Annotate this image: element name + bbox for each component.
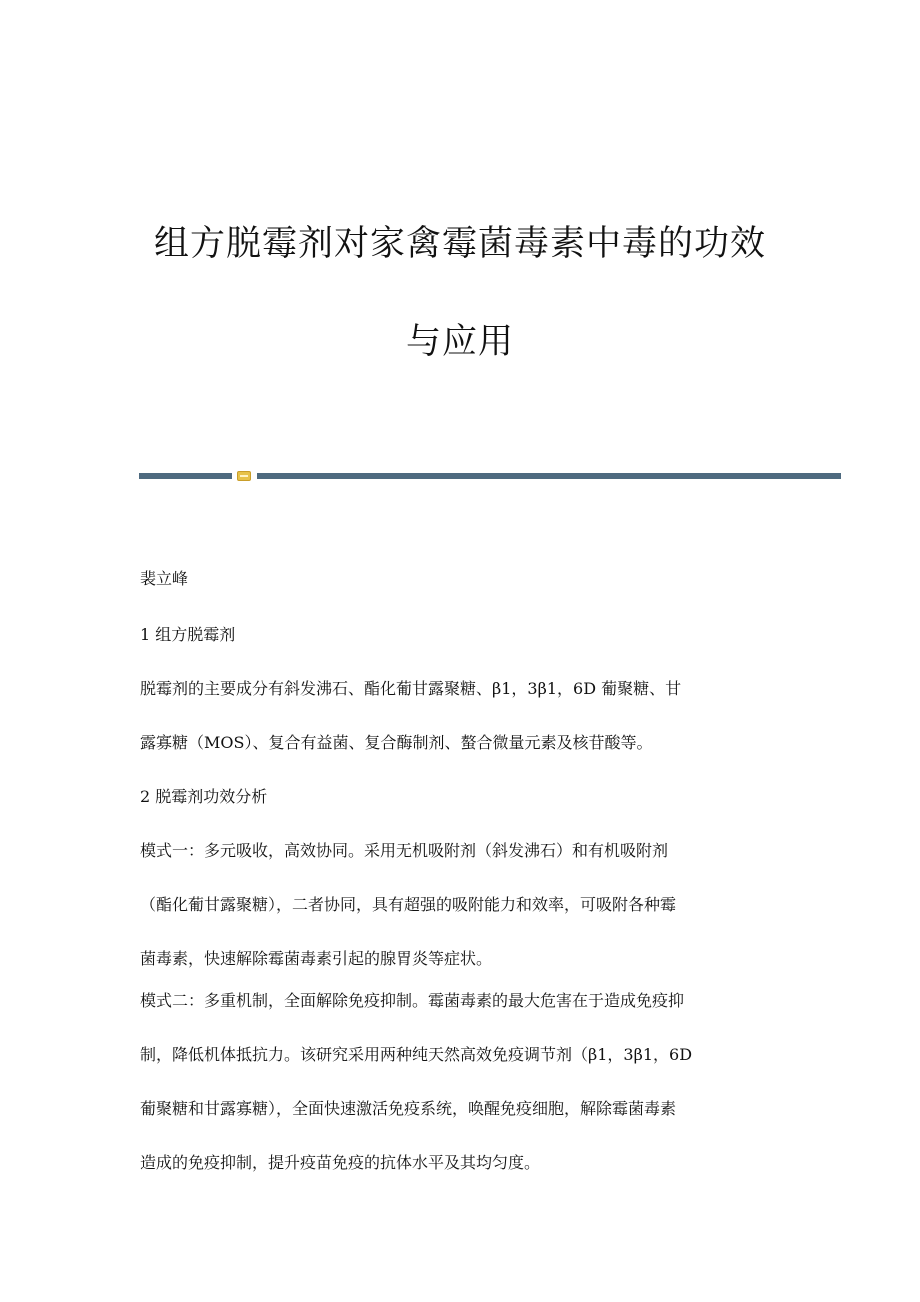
- paragraph-line: 模式一：多元吸收，高效协同。采用无机吸附剂（斜发沸石）和有机吸附剂: [140, 841, 669, 860]
- section-1-heading: 1 组方脱霉剂: [140, 625, 236, 644]
- mode-1-paragraph: [140, 838, 780, 972]
- paragraph-line: 造成的免疫抑制，提升疫苗免疫的抗体水平及其均匀度。: [140, 1153, 541, 1172]
- paragraph-line: 脱霉剂的主要成分有斜发沸石、酯化葡甘露聚糖、β1，3β1，6D 葡聚糖、甘: [140, 679, 682, 698]
- divider-ornament-icon: [237, 471, 251, 481]
- document-title-line-1: 组方脱霉剂对家禽霉菌毒素中毒的功效: [153, 224, 766, 264]
- divider-bar-left: [139, 473, 232, 479]
- paragraph-line: 模式二：多重机制，全面解除免疫抑制。霉菌毒素的最大危害在于造成免疫抑: [140, 991, 685, 1010]
- section-1-paragraph: [140, 676, 780, 756]
- paragraph-line: 菌毒素，快速解除霉菌毒素引起的腺胃炎等症状。: [140, 949, 493, 968]
- paragraph-line: 葡聚糖和甘露寡糖），全面快速激活免疫系统，唤醒免疫细胞，解除霉菌毒素: [140, 1099, 677, 1118]
- document-title-line-2: 与应用: [405, 322, 514, 362]
- divider-bar-right: [257, 473, 841, 479]
- paragraph-line: 露寡糖（MOS）、复合有益菌、复合酶制剂、螯合微量元素及核苷酸等。: [140, 733, 653, 752]
- title-divider: [139, 471, 841, 481]
- mode-2-paragraph: [140, 988, 780, 1176]
- paragraph-line: 制，降低机体抵抗力。该研究采用两种纯天然高效免疫调节剂（β1，3β1，6D: [140, 1045, 693, 1064]
- paragraph-line: （酯化葡甘露聚糖），二者协同，具有超强的吸附能力和效率，可吸附各种霉: [140, 895, 677, 914]
- section-2-heading: 2 脱霉剂功效分析: [140, 787, 268, 806]
- author-name: 裴立峰: [140, 569, 189, 588]
